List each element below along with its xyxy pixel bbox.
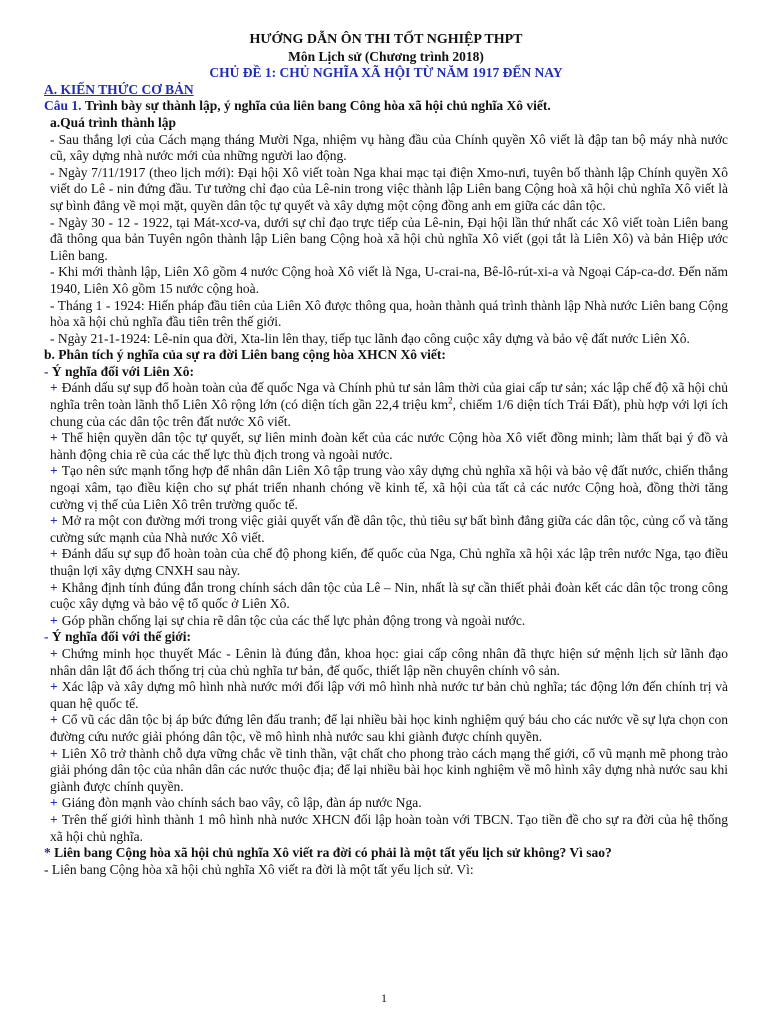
part-a-paragraph: - Tháng 1 - 1924: Hiến pháp đầu tiên của Liên Xô được thông qua, hoàn thành quá trình thành lập Nhà nước Liên bang Cộng hòa xã hội chủ nghĩa đầu tiên trên thế giới. — [50, 297, 728, 330]
world-point — [44, 679, 728, 712]
world-point-text: Cổ vũ các dân tộc bị áp bức đứng lên đấu tranh; để lại nhiều bài học kinh nghiệm quý báu cho các nước về sự lựa chọn con đường cứu nước giải phóng dân tộc, về mô hình nhà nước sau khi giành được chính quyền. — [50, 712, 728, 744]
ussr-point-text: Đánh dấu sự sụp đổ hoàn toàn của chế độ phong kiến, đế quốc của Nga, Chủ nghĩa xã hội xác lập trên nước Nga, tạo điều thuận lợi xây dựng CNXH sau này. — [50, 546, 728, 578]
part-a-paragraph: - Khi mới thành lập, Liên Xô gồm 4 nước Cộng hoà Xô viết là Nga, U-crai-na, Bê-lô-rút-xi-a và Ngoại Cáp-ca-dơ. Đến năm 1940, Liên Xô gồm 15 nước cộng hoà. — [50, 264, 728, 296]
world-heading-text: Ý nghĩa đối với thế giới: — [51, 629, 191, 645]
dash-marker: - — [44, 629, 49, 645]
part-a-paragraph: - Ngày 30 - 12 - 1922, tại Mát-xcơ-va, dưới sự chỉ đạo trực tiếp của Lê-nin, Đại hội lần thứ nhất các Xô viết toàn Liên bang đã thông qua bản Tuyên ngôn thành lập Liên bang Cộng hoà xã hội chủ nghĩa Xô viết (gọi tắt là Liên Xô) và bản Hiệp ước Liên bang. — [50, 214, 728, 263]
plus-marker: + — [50, 430, 58, 446]
part-a-paragraph: - Ngày 7/11/1917 (theo lịch mới): Đại hội Xô viết toàn Nga khai mạc tại điện Xmo-nưi, tuyên bố thành lập Chính quyền Xô viết do Lê - nin đứng đầu. Tư tưởng chỉ đạo của Lê-nin trong việc thành lập Liên bang Cộng hoà xã hội chủ nghĩa Xô viết là sự bình đẳng về mọi mặt, quyền dân tộc tự quyết và xây dựng một cộng đồng anh em giữa các dân tộc. — [50, 164, 728, 213]
world-point — [44, 712, 728, 745]
question-text: Liên bang Cộng hòa xã hội chủ nghĩa Xô viết ra đời có phải là một tất yếu lịch sử không? Vì sao? — [54, 845, 612, 861]
ussr-point-text: Thể hiện quyền dân tộc tự quyết, sự liên minh đoàn kết của các nước Cộng hòa Xô viết đồng minh; làm thất bại ý đồ và hành động chia rẽ của các thế lực thù địch trong và ngoài nước. — [50, 430, 728, 462]
section-a-heading: A. KIẾN THỨC CƠ BẢN — [44, 81, 194, 97]
plus-marker: + — [50, 380, 58, 396]
plus-marker: + — [50, 463, 58, 479]
answer-start: - Liên bang Cộng hòa xã hội chủ nghĩa Xô viết ra đời là một tất yếu lịch sử. Vì: — [44, 861, 474, 877]
plus-marker: + — [50, 811, 58, 827]
page-number: 1 — [381, 991, 387, 1005]
world-significance-heading — [44, 629, 728, 646]
plus-marker: + — [50, 679, 58, 695]
ussr-point-text: Mở ra một con đường mới trong việc giải quyết vấn đề dân tộc, thủ tiêu sự bất bình đẳng giữa các dân tộc, củng cố và tăng cường sức mạnh của Nhà nước Xô viết. — [50, 513, 728, 545]
topic-heading: CHỦ ĐỀ 1: CHỦ NGHĨA XÃ HỘI TỪ NĂM 1917 ĐẾN NAY — [209, 65, 563, 81]
plus-marker: + — [50, 546, 58, 562]
dash-marker: - — [44, 363, 49, 379]
world-point-text: Xác lập và xây dựng mô hình nhà nước mới đối lập với mô hình nhà nước tư bản chủ nghĩa; tác động lớn đến chính trị và quan hệ quốc tế. — [50, 679, 728, 711]
world-point-text: Trên thế giới hình thành 1 mô hình nhà nước XHCN đối lập hoàn toàn với TBCN. Tạo tiền đề cho sự ra đời của hệ thống xã hội chủ nghĩa. — [50, 811, 728, 844]
ussr-point-text: Khẳng định tính đúng đắn trong chính sách dân tộc của Lê – Nin, nhất là sự cần thiết phải đoàn kết các dân tộc trong công cuộc xây dựng và bảo vệ tổ quốc ở Liên Xô. — [50, 579, 728, 612]
world-point-text: Chứng minh học thuyết Mác - Lênin là đúng đắn, khoa học: giai cấp công nhân đã thực hiện sứ mệnh lịch sử lãnh đạo nhân dân lật đổ ách thống trị của chủ nghĩa tư bản, đế quốc, thiết lập nền chuyên chính vô sản. — [50, 645, 728, 678]
ussr-point — [44, 380, 728, 430]
plus-marker: + — [50, 745, 58, 761]
ussr-point-tail: , chiếm 1/6 diện tích Trái Đất), phù hợp với lợi ích chung của các dân tộc trên đất nước Xô viết. — [50, 397, 728, 429]
plus-marker: + — [50, 645, 58, 661]
plus-marker: + — [50, 579, 58, 595]
part-a-paragraph: - Sau thắng lợi của Cách mạng tháng Mười Nga, nhiệm vụ hàng đầu của Chính quyền Xô viết là đập tan bộ máy nhà nước cũ, xây dựng nhà nước mới của những người lao động. — [50, 131, 728, 164]
star-marker: * — [44, 845, 51, 861]
ussr-point — [44, 546, 728, 579]
document-subtitle: Môn Lịch sử (Chương trình 2018) — [288, 48, 484, 64]
ussr-point-text: Góp phần chống lại sự chia rẽ dân tộc của các thế lực phản động trong và ngoài nước. — [61, 612, 526, 628]
world-point — [44, 795, 728, 812]
ussr-point — [44, 513, 728, 546]
world-point-text: Liên Xô trở thành chỗ dựa vững chắc về tinh thần, vật chất cho phong trào cách mạng thế giới, cổ vũ mạnh mẽ phong trào giải phóng dân tộc của nhân dân các nước thuộc địa; để lại nhiều bài học kinh nghiệm về mô hình xây dựng nhà nước sau khi giành được chính quyền. — [50, 745, 728, 794]
document-body — [44, 32, 728, 878]
inevitability-question — [44, 845, 728, 862]
plus-marker: + — [50, 712, 58, 728]
ussr-point — [44, 580, 728, 613]
ussr-point-text: Đánh dấu sự sụp đổ hoàn toàn của đế quốc Nga và Chính phủ tư sản lâm thời của giai cấp tư sản; xác lập chế độ xã hội chủ nghĩa trên toàn lãnh thổ Liên Xô rộng lớn (có diện tích gần 22,4 triệu km — [50, 380, 728, 413]
part-a-heading: a.Quá trình thành lập — [50, 114, 177, 130]
ussr-point — [44, 430, 728, 463]
world-point — [44, 646, 728, 679]
world-point-text: Giáng đòn mạnh vào chính sách bao vây, cô lập, đàn áp nước Nga. — [61, 795, 422, 811]
question-1-text: Trình bày sự thành lập, ý nghĩa của liên bang Công hòa xã hội chủ nghĩa Xô viết. — [84, 98, 551, 114]
part-b-heading: b. Phân tích ý nghĩa của sự ra đời Liên bang cộng hòa XHCN Xô viết: — [44, 347, 446, 363]
ussr-point — [44, 613, 728, 630]
ussr-heading-text: Ý nghĩa đối với Liên Xô: — [51, 363, 195, 379]
plus-marker: + — [50, 795, 58, 811]
world-point — [44, 746, 728, 796]
plus-marker: + — [50, 612, 58, 628]
plus-marker: + — [50, 513, 58, 529]
part-a-paragraph: - Ngày 21-1-1924: Lê-nin qua đời, Xta-lin lên thay, tiếp tục lãnh đạo công cuộc xây dựng và bảo vệ đất nước Liên Xô. — [50, 330, 690, 346]
document-title: HƯỚNG DẪN ÔN THI TỐT NGHIỆP THPT — [249, 32, 523, 47]
question-1 — [44, 98, 728, 115]
superscript: 2 — [448, 395, 453, 406]
world-point — [44, 812, 728, 845]
ussr-significance-heading — [44, 364, 728, 381]
ussr-point — [44, 463, 728, 513]
ussr-point-text: Tạo nên sức mạnh tổng hợp để nhân dân Liên Xô tập trung vào xây dựng chủ nghĩa xã hội và bảo vệ đất nước, chiến thắng ngoại xâm, tạo điều kiện cho sự phát triển nhanh chóng về kinh tế, xã hội của tất cả các nước Cộng hoà, đồng thời tăng cường vị thế của Liên Xô trên trường quốc tế. — [50, 463, 728, 512]
question-1-label: Câu 1. — [44, 98, 82, 114]
